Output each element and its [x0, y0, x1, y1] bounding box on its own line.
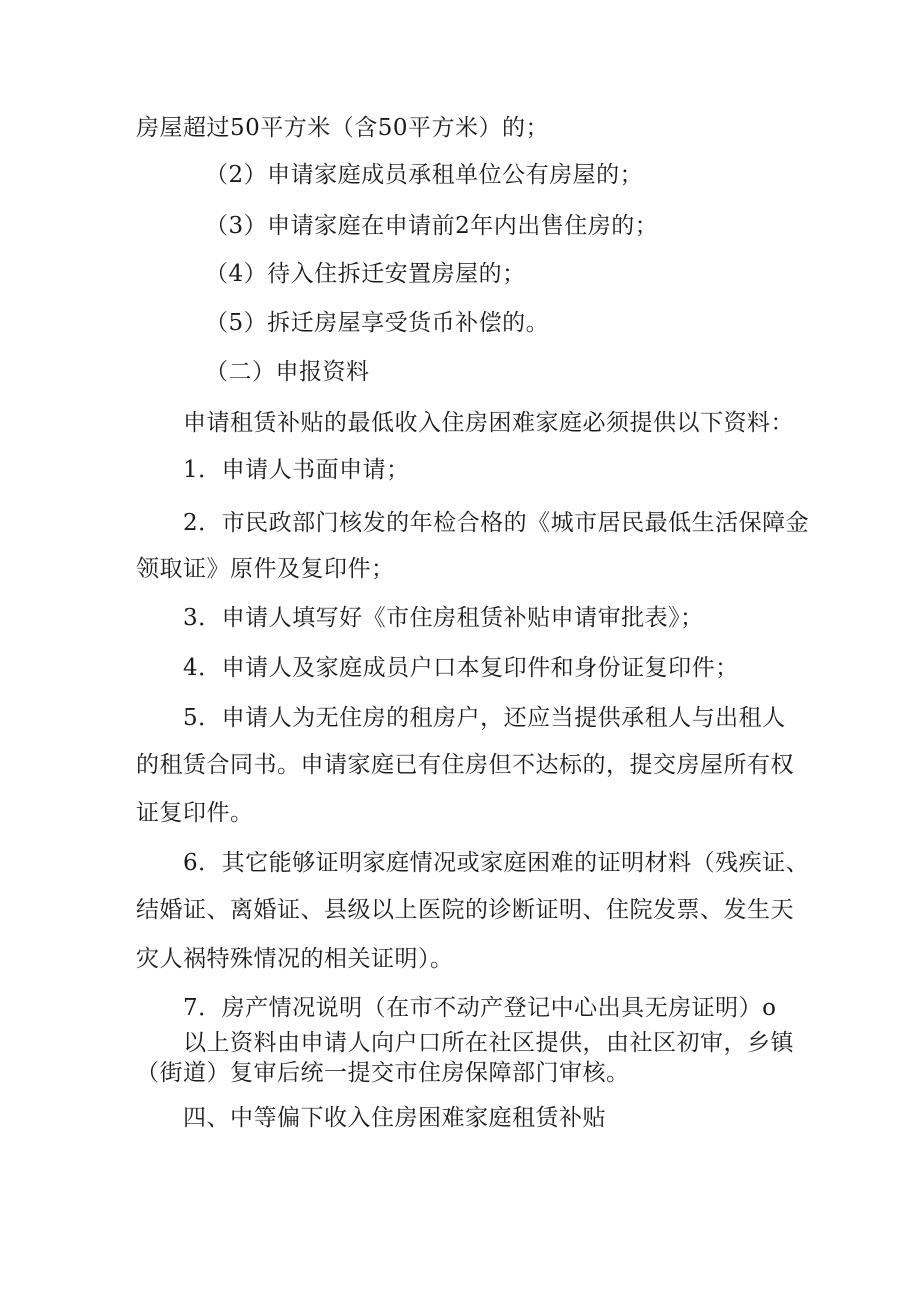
section-heading: （二）申报资料	[205, 359, 370, 385]
text-line: （2）申请家庭成员承租单位公有房屋的；	[205, 162, 644, 188]
text-line: 结婚证、离婚证、县级以上医院的诊断证明、住院发票、发生天	[136, 897, 794, 923]
list-item: 7．房产情况说明（在市不动产登记中心出具无房证明）o	[183, 995, 777, 1021]
text-line: 的租赁合同书。申请家庭已有住房但不达标的，提交房屋所有权	[136, 752, 794, 778]
list-item: 1．申请人书面申请；	[183, 457, 410, 483]
text-line: （街道）复审后统一提交市住房保障部门审核。	[136, 1060, 630, 1086]
list-item: 2．市民政部门核发的年检合格的《城市居民最低生活保障金	[183, 510, 810, 536]
list-item: 5．申请人为无住房的租房户，还应当提供承租人与出租人	[183, 705, 786, 731]
text-line: 证复印件。	[136, 800, 254, 826]
list-item: 3．申请人填写好《市住房租赁补贴申请审批表》；	[183, 605, 704, 631]
text-line: （4）待入住拆迁安置房屋的；	[205, 261, 526, 287]
list-item: 4．申请人及家庭成员户口本复印件和身份证复印件；	[183, 655, 739, 681]
text-line: 灾人祸特殊情况的相关证明）。	[136, 946, 454, 972]
list-item: 6．其它能够证明家庭情况或家庭困难的证明材料（残疾证、	[183, 850, 810, 876]
text-line: （5）拆迁房屋享受货币补偿的。	[205, 310, 550, 336]
text-line: 房屋超过50平方米（含50平方米）的；	[136, 115, 550, 141]
section-heading: 四、中等偏下收入住房困难家庭租赁补贴	[183, 1105, 606, 1131]
text-line: 申请租赁补贴的最低收入住房困难家庭必须提供以下资料：	[183, 410, 794, 436]
text-line: 领取证》原件及复印件；	[136, 556, 395, 582]
text-line: （3）申请家庭在申请前2年内出售住房的；	[205, 213, 659, 239]
text-line: 以上资料由申请人向户口所在社区提供，由社区初审，乡镇	[183, 1030, 794, 1056]
